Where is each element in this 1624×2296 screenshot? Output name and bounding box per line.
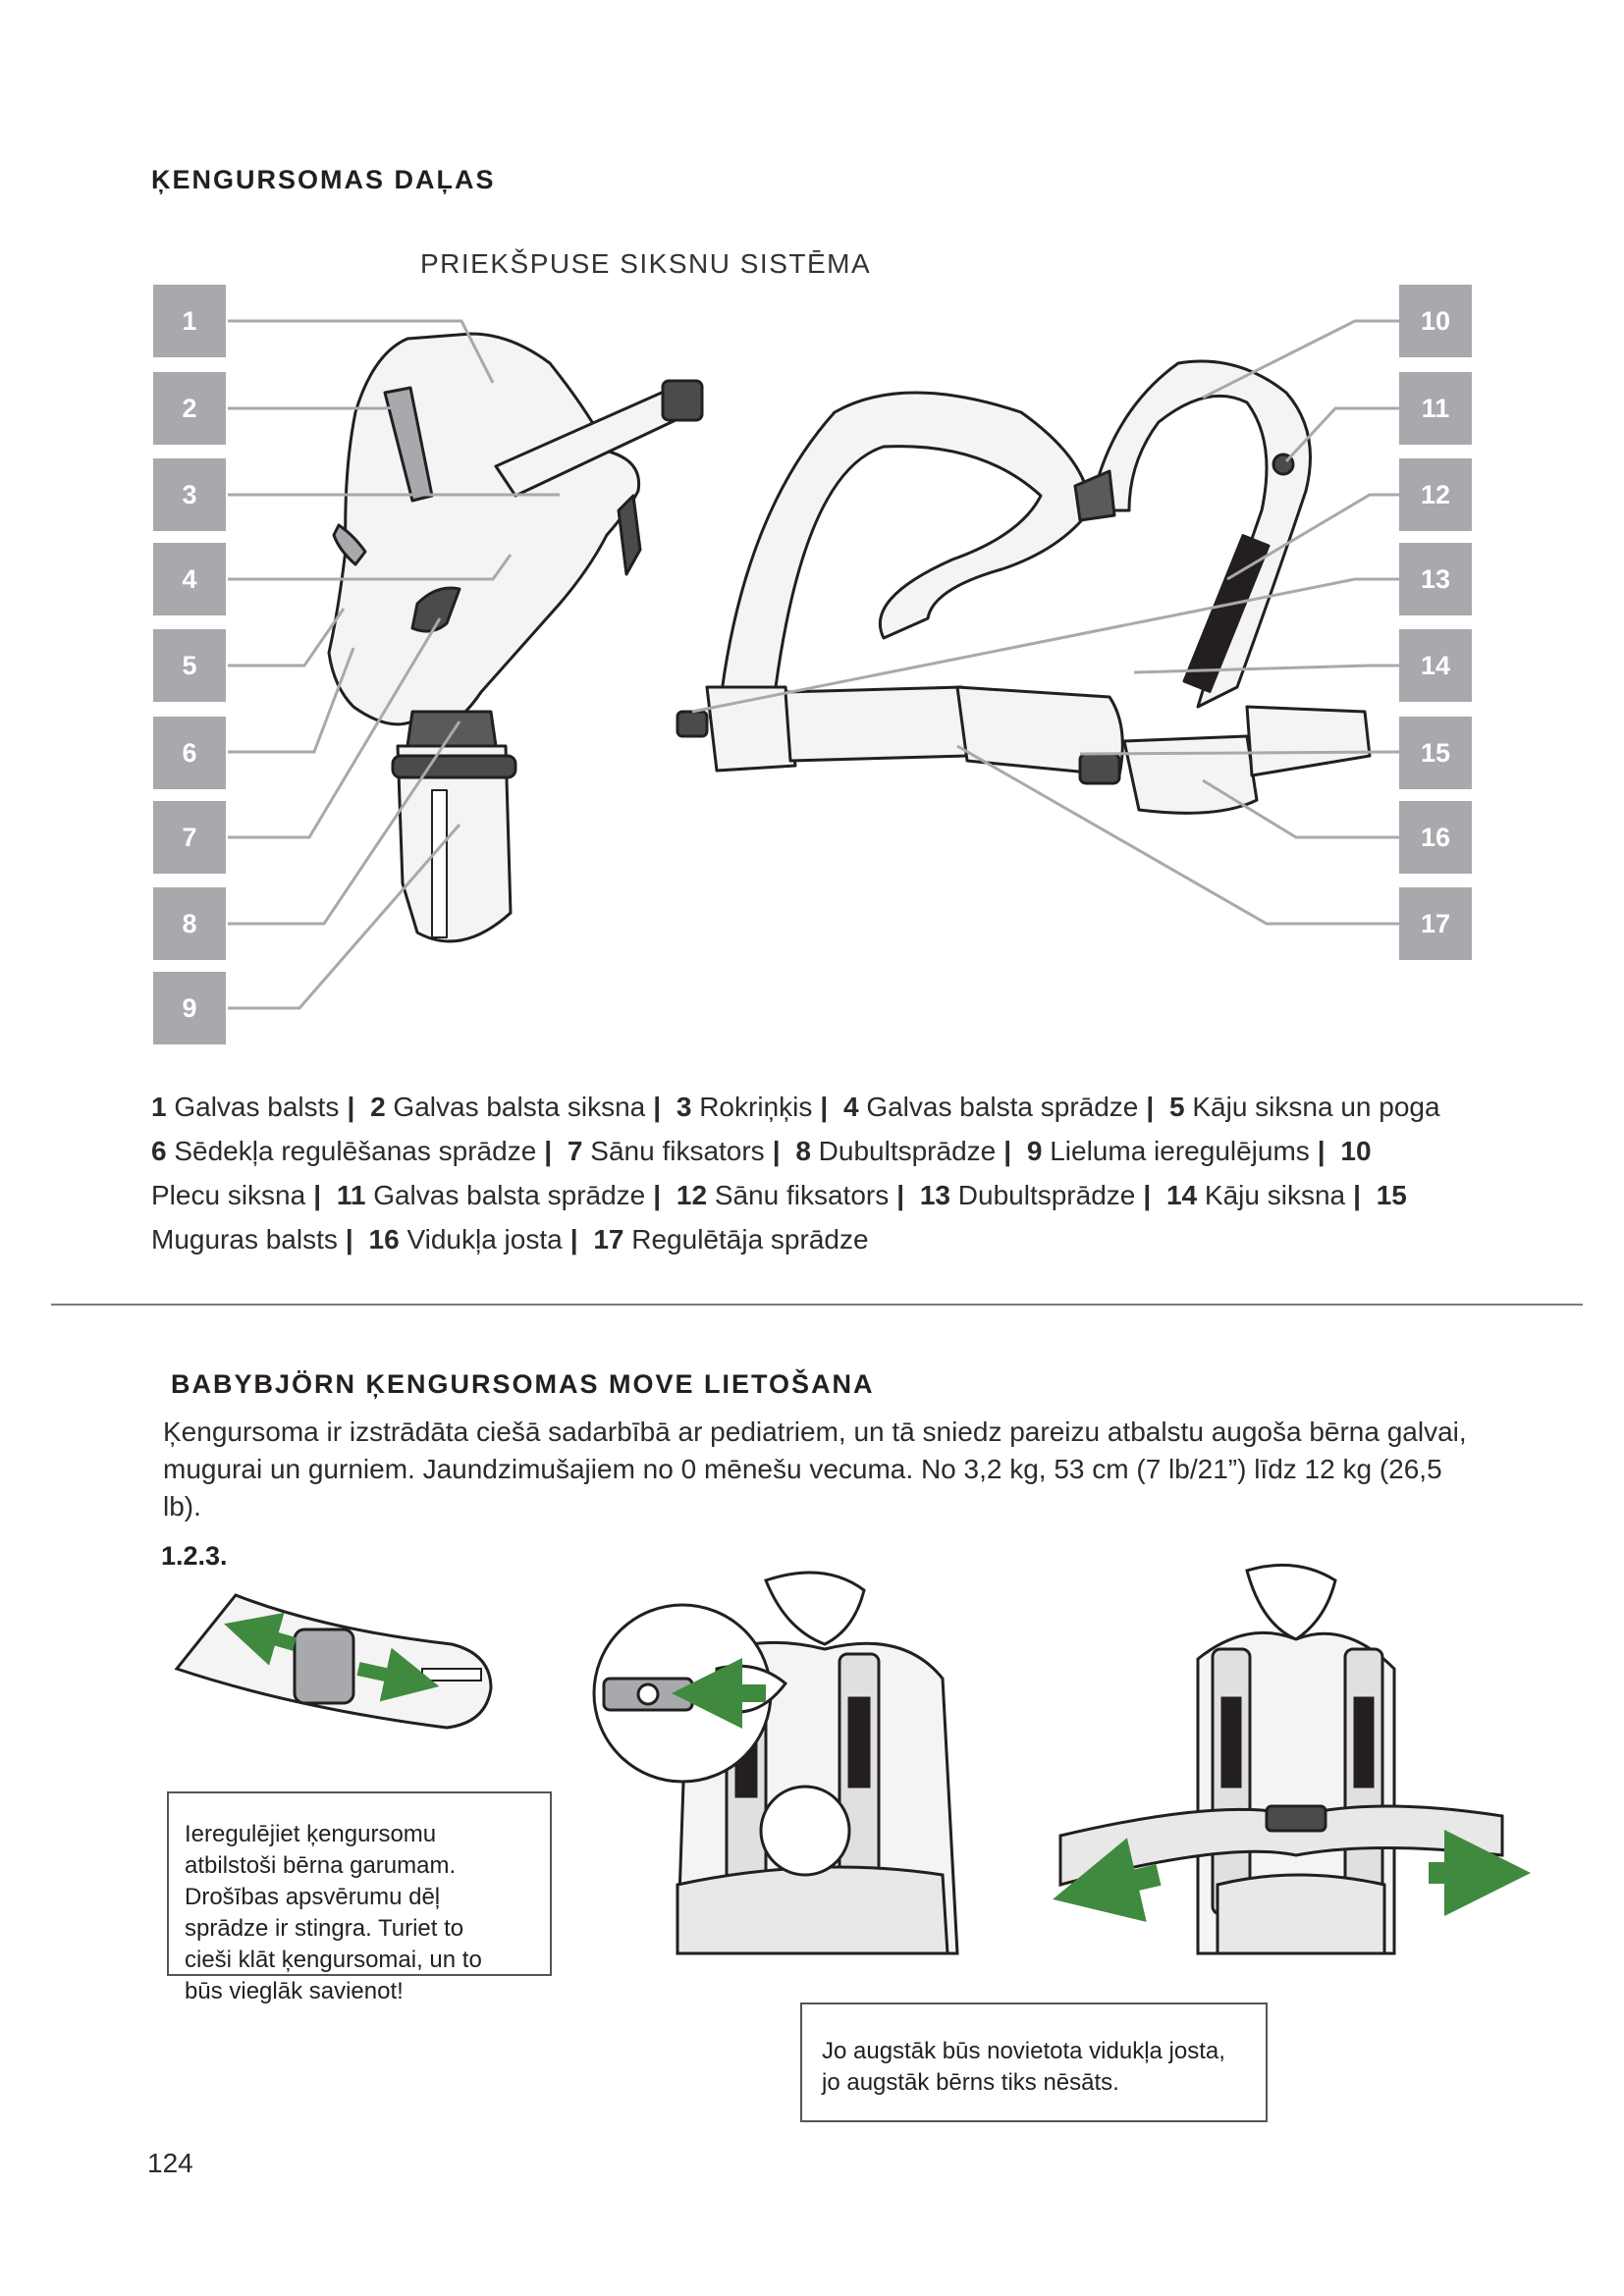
legend-item: 12 Sānu fiksators bbox=[676, 1180, 890, 1210]
label-box-15: 15 bbox=[1399, 717, 1472, 789]
legend-item: 4 Galvas balsta sprādze bbox=[842, 1092, 1139, 1122]
legend-item: 2 Galvas balsta siksna bbox=[370, 1092, 646, 1122]
label-box-8: 8 bbox=[153, 887, 226, 960]
label-box-10: 10 bbox=[1399, 285, 1472, 357]
legend-item: 5 Kāju siksna un poga bbox=[1169, 1092, 1440, 1122]
note-line: jo augstāk bērns tiks nēsāts. bbox=[822, 2069, 1119, 2096]
note-line: cieši klāt ķengursomai, un to bbox=[185, 1947, 482, 1973]
label-box-9: 9 bbox=[153, 972, 226, 1044]
label-box-14: 14 bbox=[1399, 629, 1472, 702]
label-box-13: 13 bbox=[1399, 543, 1472, 615]
section-title-usage: BABYBJÖRN ĶENGURSOMAS MOVE LIETOŠANA bbox=[171, 1369, 875, 1399]
legend-item: 15 Muguras balsts bbox=[151, 1180, 1407, 1255]
intro-line: Ķengursoma ir izstrādāta ciešā sadarbībā ar pediatriem, un tā sniedz pareizu atbalstu augoša bērna galvai, bbox=[163, 1416, 1467, 1447]
parts-legend: 1 Galvas balsts | 2 Galvas balsta siksna | 3 Rokriņķis | 4 Galvas balsta sprādze | 5 Kāju siksna un poga 6 Sēdekļa regulēšanas sprādze | 7 Sānu fiksators | 8 Dubultsprādze | 9 Lieluma ieregulējums | 10 Plecu siksna | 11 Galvas balsta sprādze | 12 Sānu fiksators | 13 Dubultsprādze | 14 Kāju siksna | 15 Muguras balsts | 16 Vidukļa josta | 17 Regulētāja sprādze bbox=[151, 1092, 1440, 1255]
note-size-adjust bbox=[167, 1791, 552, 2004]
carrier-parts-diagram bbox=[0, 0, 1624, 1080]
label-box-4: 4 bbox=[153, 543, 226, 615]
label-box-3: 3 bbox=[153, 458, 226, 531]
label-box-5: 5 bbox=[153, 629, 226, 702]
note-line: Drošības apsvērumu dēļ bbox=[185, 1884, 441, 1910]
legend-item: 9 Lieluma ieregulējums bbox=[1026, 1136, 1310, 1166]
legend-item: 10 Plecu siksna bbox=[151, 1136, 1372, 1210]
label-box-2: 2 bbox=[153, 372, 226, 445]
buckle-illustration bbox=[594, 1573, 957, 1953]
legend-item: 7 Sānu fiksators bbox=[567, 1136, 765, 1166]
note-line: sprādze ir stingra. Turiet to bbox=[185, 1915, 464, 1942]
label-box-17: 17 bbox=[1399, 887, 1472, 960]
label-box-16: 16 bbox=[1399, 801, 1472, 874]
note-waist-belt bbox=[800, 2002, 1268, 2122]
legend-item: 16 Vidukļa josta bbox=[368, 1224, 563, 1255]
legend-item: 6 Sēdekļa regulēšanas sprādze bbox=[151, 1136, 537, 1166]
legend-item: 17 Regulētāja sprādze bbox=[593, 1224, 869, 1255]
legend-item: 13 Dubultsprādze bbox=[919, 1180, 1136, 1210]
legend-item: 14 Kāju siksna bbox=[1165, 1180, 1346, 1210]
label-box-12: 12 bbox=[1399, 458, 1472, 531]
label-box-7: 7 bbox=[153, 801, 226, 874]
legend-item: 8 Dubultsprādze bbox=[795, 1136, 997, 1166]
section-title-parts: ĶENGURSOMAS DAĻAS bbox=[151, 165, 496, 194]
label-box-11: 11 bbox=[1399, 372, 1472, 445]
note-line: būs vieglāk savienot! bbox=[185, 1978, 404, 2004]
page-number: 124 bbox=[147, 2148, 193, 2178]
step-number: 1.2.3. bbox=[161, 1541, 228, 1571]
intro-line: mugurai un gurniem. Jaundzimušajiem no 0 mēnešu vecuma. No 3,2 kg, 53 cm (7 lb/21”) līdz 12 kg (26,5 lb). bbox=[163, 1454, 1442, 1522]
diagram-subtitle: PRIEKŠPUSE SIKSNU SISTĒMA bbox=[420, 248, 872, 279]
note-line: Ieregulējiet ķengursomu bbox=[185, 1821, 437, 1847]
legend-item: 1 Galvas balsts bbox=[151, 1092, 340, 1122]
legend-item: 3 Rokriņķis bbox=[676, 1092, 813, 1122]
section-divider bbox=[51, 1304, 1583, 1306]
label-box-6: 6 bbox=[153, 717, 226, 789]
waist-belt-illustration bbox=[1060, 1565, 1502, 1953]
note-line: atbilstoši bērna garumam. bbox=[185, 1852, 457, 1879]
intro-paragraph bbox=[163, 1414, 1469, 1525]
note-line: Jo augstāk būs novietota vidukļa josta, bbox=[822, 2038, 1225, 2064]
legend-item: 11 Galvas balsta sprādze bbox=[336, 1180, 646, 1210]
label-box-1: 1 bbox=[153, 285, 226, 357]
size-adjust-illustration bbox=[177, 1595, 491, 1728]
